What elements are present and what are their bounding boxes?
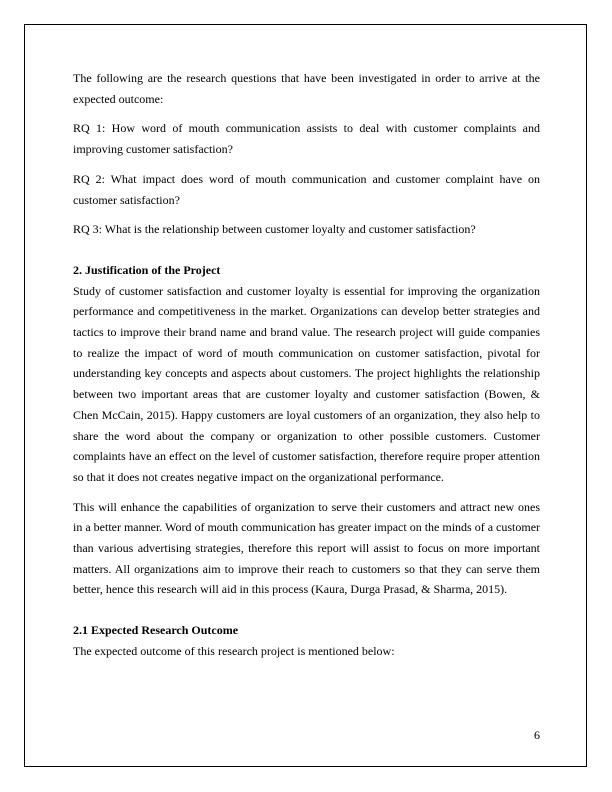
research-question-1: RQ 1: How word of mouth communication assists to deal with customer complaints and improving customer satisfaction? <box>73 121 540 157</box>
expected-outcome-text: The expected outcome of this research project is mentioned below: <box>73 643 395 658</box>
intro-paragraph: The following are the research questions that have been investigated in order to arrive at the expected outcome: <box>73 71 540 106</box>
research-question-3: RQ 3: What is the relationship between customer loyalty and customer satisfaction? <box>73 222 476 237</box>
justification-heading: 2. Justification of the Project <box>73 262 221 277</box>
justification-paragraph-2: This will enhance the capabilities of organization to serve their customers and attract new ones in a better manner. Word of mouth communication has greater impact on the minds of a customer than various advertising strategies, therefore this report will assist to focus on more important matters. All organizations aim to improve their reach to customers so that they can serve them better, hence this research will aid in this process (Kaura, Durga Prasad, & Sharma, 2015). <box>73 499 541 597</box>
page-number: 6 <box>534 728 540 742</box>
research-question-2: RQ 2: What impact does word of mouth communication and customer complaint have on customer satisfaction? <box>73 171 540 207</box>
justification-paragraph-1: Study of customer satisfaction and customer loyalty is essential for improving the organization performance and competitiveness in the market. Organizations can develop better strategies and tactics to improve their brand name and brand value. The research project will guide companies to realize the impact of word of mouth communication on customer satisfaction, pivotal for understanding key concepts and aspects about customers. The project highlights the relationship between two important areas that are customer loyalty and customer satisfaction (Bowen, & Chen McCain, 2015). Happy customers are loyal customers of an organization, they also help to share the word about the company or organization to other possible customers. Customer complaints have an effect on the level of customer satisfaction, therefore require proper attention so that it does not creates negative impact on the organizational performance. <box>73 283 540 484</box>
document-body <box>73 68 540 662</box>
expected-outcome-heading: 2.1 Expected Research Outcome <box>73 623 239 638</box>
